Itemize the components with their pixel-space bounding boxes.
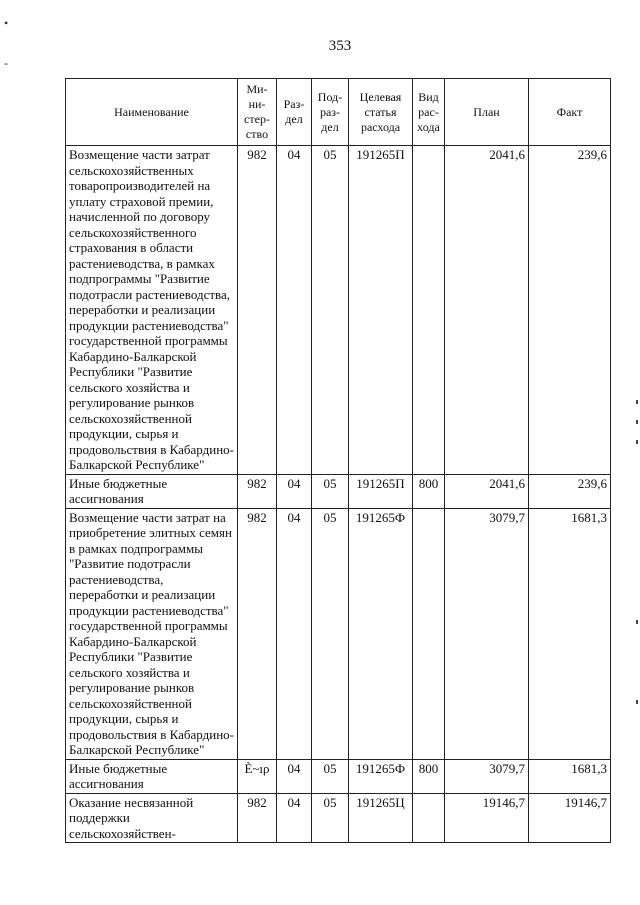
- header-plan: План: [445, 79, 529, 146]
- header-kind-text: Вид рас- хода: [417, 89, 440, 134]
- row-target: 191265Ф: [349, 759, 413, 793]
- row-section: 04: [277, 508, 312, 759]
- row-plan: 2041,6: [445, 146, 529, 475]
- row-plan: 19146,7: [445, 793, 529, 843]
- page-number: 353: [328, 38, 352, 54]
- scan-edge-mark: [636, 420, 638, 424]
- header-name: Наименование: [66, 79, 238, 146]
- row-ministry: È~ıρ: [238, 759, 277, 793]
- row-fact: 1681,3: [529, 759, 611, 793]
- margin-dash-mark: -: [4, 56, 8, 70]
- header-section-text: Раз- дел: [283, 97, 305, 126]
- header-ministry: [238, 79, 277, 146]
- table-row: [66, 793, 611, 843]
- row-section: 04: [277, 474, 312, 508]
- row-section: 04: [277, 793, 312, 843]
- table-row: [66, 146, 611, 475]
- scan-edge-mark: [636, 700, 638, 704]
- row-section: 04: [277, 759, 312, 793]
- row-subsection: 05: [312, 146, 349, 475]
- scan-edge-mark: [636, 620, 638, 624]
- row-target: 191265Ф: [349, 508, 413, 759]
- row-kind: [413, 146, 445, 475]
- header-target-text: Целевая статья расхода: [359, 89, 402, 134]
- header-kind: [413, 79, 445, 146]
- row-target: 191265Ц: [349, 793, 413, 843]
- table-row: [66, 474, 611, 508]
- row-fact: 239,6: [529, 146, 611, 475]
- header-subsection-text: Под- раз- дел: [317, 89, 343, 134]
- header-ministry-text: Ми- ни- стер- ство: [244, 82, 270, 141]
- row-ministry: 982: [238, 508, 277, 759]
- row-name: Оказание несвязанной поддержки сельскохозяйствен-: [66, 793, 238, 843]
- budget-table: [65, 78, 611, 843]
- header-section: [277, 79, 312, 146]
- row-kind: [413, 793, 445, 843]
- scan-edge-mark: [636, 400, 638, 404]
- row-fact: 1681,3: [529, 508, 611, 759]
- row-target: 191265П: [349, 474, 413, 508]
- row-target: 191265П: [349, 146, 413, 475]
- row-section: 04: [277, 146, 312, 475]
- row-subsection: 05: [312, 474, 349, 508]
- scan-edge-mark: [636, 440, 638, 444]
- row-subsection: 05: [312, 508, 349, 759]
- row-fact: 239,6: [529, 474, 611, 508]
- row-kind: 800: [413, 474, 445, 508]
- row-name: Иные бюджетные ассигнования: [66, 759, 238, 793]
- row-subsection: 05: [312, 793, 349, 843]
- header-row: [66, 79, 611, 146]
- row-ministry: 982: [238, 793, 277, 843]
- header-subsection: [312, 79, 349, 146]
- row-plan: 3079,7: [445, 759, 529, 793]
- row-plan: 3079,7: [445, 508, 529, 759]
- header-target: [349, 79, 413, 146]
- table-row: [66, 508, 611, 759]
- row-name: Возмещение части затрат сельскохозяйственных товаропроизводителей на уплату страховой премии, начисленной по договору сельскохозяйственного страхования в области растениеводства, в рамках подпрограммы "Развитие подотрасли растениеводства, переработки и реализации продукции растениеводства" государственной программы Кабардино-Балкарской Республики "Развитие сельского хозяйства и регулирование рынков сельскохозяйственной продукции, сырья и продовольствия в Кабардино-Балкарской Республике": [66, 146, 238, 475]
- table-row: [66, 759, 611, 793]
- row-plan: 2041,6: [445, 474, 529, 508]
- margin-bullet-mark: •: [4, 16, 9, 30]
- row-subsection: 05: [312, 759, 349, 793]
- row-fact: 19146,7: [529, 793, 611, 843]
- row-name: Иные бюджетные ассигнования: [66, 474, 238, 508]
- row-name: Возмещение части затрат на приобретение элитных семян в рамках подпрограммы "Развитие подотрасли растениеводства, переработки и реализации продукции растениеводства" государственной программы Кабардино-Балкарской Республики "Развитие сельского хозяйства и регулирование рынков сельскохозяйственной продукции, сырья и продовольствия в Кабардино-Балкарской Республике": [66, 508, 238, 759]
- row-kind: 800: [413, 759, 445, 793]
- row-ministry: 982: [238, 474, 277, 508]
- row-kind: [413, 508, 445, 759]
- row-ministry: 982: [238, 146, 277, 475]
- header-fact: Факт: [529, 79, 611, 146]
